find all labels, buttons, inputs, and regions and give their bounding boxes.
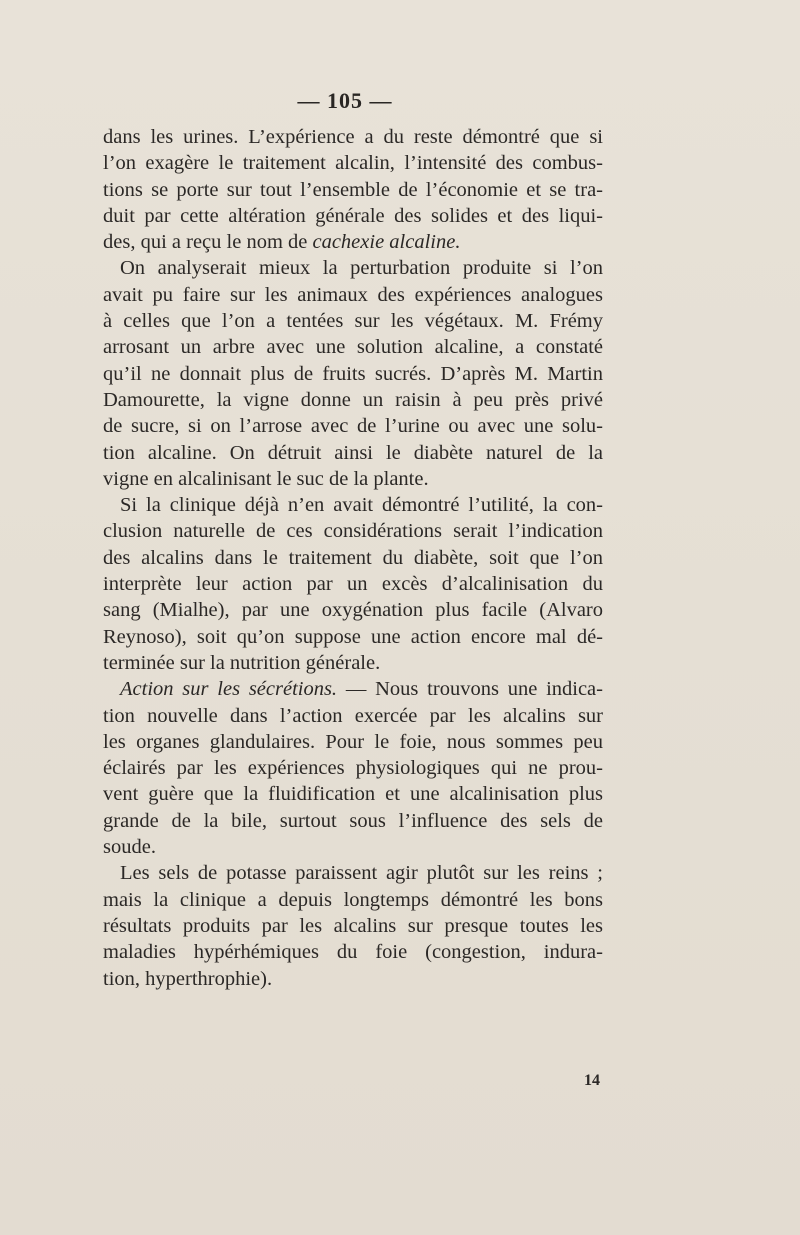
text-line: Reynoso), soit qu’on suppose une action encore mal dé- [103, 625, 603, 648]
text-line: de sucre, si on l’arrose avec de l’urine ou avec une solu- [103, 415, 603, 438]
text-line: duit par cette altération générale des solides et des liqui- [103, 204, 603, 227]
paragraph-5 [103, 860, 603, 991]
text-line: dans les urines. L’expérience a du reste démontré que si [103, 126, 603, 148]
text-line: maladies hypérhémiques du foie (congestion, indura- [103, 941, 603, 964]
text-line: On analyserait mieux la perturbation produite si l’on [120, 257, 603, 280]
text-line: Damourette, la vigne donne un raisin à peu près privé [103, 388, 603, 411]
text-line: Les sels de potasse paraissent agir plutôt sur les reins ; [120, 862, 603, 885]
italic-term: cachexie alcaline. [312, 231, 461, 254]
paragraph-3 [103, 492, 603, 676]
text-line: tion nouvelle dans l’action exercée par les alcalins sur [103, 704, 603, 727]
section-heading: Action sur les sécrétions. [120, 678, 338, 701]
text-line: terminée sur la nutrition générale. [103, 651, 381, 674]
text-line [103, 229, 603, 255]
page-number: — 105 — [297, 88, 393, 113]
text-line: sang (Mialhe), par une oxygénation plus facile (Alvaro [103, 599, 603, 622]
signature-mark: 14 [584, 1072, 600, 1089]
text-line: résultats produits par les alcalins sur presque toutes les [103, 914, 603, 937]
text-line: Si la clinique déjà n’en avait démontré l’utilité, la con- [120, 494, 603, 517]
text-line: soude. [103, 836, 156, 859]
text-line: les organes glandulaires. Pour le foie, nous sommes peu [103, 730, 603, 753]
text-line: vigne en alcalinisant le suc de la plante. [103, 467, 429, 490]
text-line: tions se porte sur tout l’ensemble de l’économie et se tra- [103, 178, 603, 201]
text-line: l’on exagère le traitement alcalin, l’intensité des combus- [103, 152, 603, 175]
text-line: grande de la bile, surtout sous l’influence des sels de [103, 809, 603, 832]
text-line: mais la clinique a depuis longtemps démontré les bons [103, 888, 603, 911]
body-text [103, 124, 603, 992]
text-line: clusion naturelle de ces considérations serait l’indication [103, 520, 603, 543]
text-line: vent guère que la fluidification et une alcalinisation plus [103, 783, 603, 806]
text-line: des alcalins dans le traitement du diabète, soit que l’on [103, 546, 603, 569]
text-line: tion alcaline. On détruit ainsi le diabète naturel de la [103, 441, 603, 464]
text-line: arrosant un arbre avec une solution alcaline, a constaté [103, 336, 603, 359]
text-line: interprète leur action par un excès d’alcalinisation du [103, 573, 603, 596]
text-line: éclairés par les expériences physiologiques qui ne prou- [103, 757, 603, 780]
text-line: à celles que l’on a tentées sur les végétaux. M. Frémy [103, 310, 603, 333]
paragraph-1 [103, 124, 603, 255]
text-run: des, qui a reçu le nom de [103, 231, 313, 254]
text-line [103, 676, 603, 702]
text-run: — Nous trouvons une indica- [337, 678, 603, 701]
text-line: tion, hyperthrophie). [103, 967, 273, 990]
paragraph-4 [103, 676, 603, 860]
text-line: qu’il ne donnait plus de fruits sucrés. D’après M. Martin [103, 362, 603, 385]
paragraph-2 [103, 255, 603, 492]
text-line: avait pu faire sur les animaux des expériences analogues [103, 283, 603, 306]
